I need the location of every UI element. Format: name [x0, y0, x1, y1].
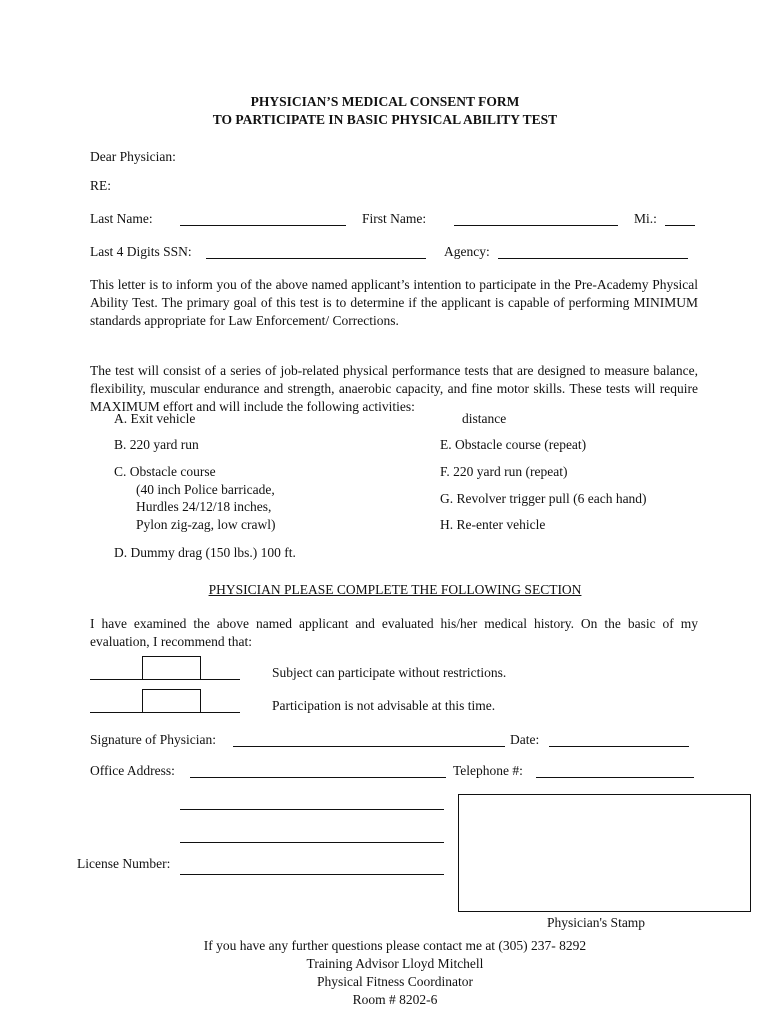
activity-c: C. Obstacle course	[114, 464, 216, 479]
mi-label: Mi.:	[634, 211, 657, 226]
last-name-label: Last Name:	[90, 211, 153, 226]
first-name-label: First Name:	[362, 211, 427, 226]
option1-checkbox[interactable]	[142, 656, 201, 680]
intro-paragraph: This letter is to inform you of the above named applicant’s intention to participate in the Pre-Academy Physical Ability Test. The primary goal of this test is to determine if the applicant is capable of performing MINIMUM standards appropriate for Law Enforcement/ Corrections.	[90, 277, 698, 328]
option2-label: Participation is not advisable at this time.	[272, 698, 496, 713]
activity-g: G. Revolver trigger pull (6 each hand)	[440, 491, 647, 506]
physician-stamp-label: Physician's Stamp	[547, 915, 646, 930]
ssn-field[interactable]	[206, 258, 426, 259]
activity-h: H. Re-enter vehicle	[440, 517, 546, 532]
salutation: Dear Physician:	[90, 149, 176, 164]
first-name-field[interactable]	[454, 225, 618, 226]
form-title-line1: PHYSICIAN’S MEDICAL CONSENT FORM	[250, 94, 520, 109]
telephone-label: Telephone #:	[453, 763, 523, 778]
activity-f: F. 220 yard run (repeat)	[440, 464, 568, 479]
ssn-label: Last 4 Digits SSN:	[90, 244, 192, 259]
physician-stamp-box[interactable]	[458, 794, 751, 912]
activity-c-detail-3: Pylon zig-zag, low crawl)	[136, 517, 276, 532]
license-label: License Number:	[77, 856, 171, 871]
test-paragraph: The test will consist of a series of job-related physical performance tests that are designed to measure balance, flexibility, muscular endurance and strength, anaerobic capacity, and fine motor skills. These tests will require MAXIMUM effort and will include the following activities:	[90, 363, 698, 414]
form-title-line2: TO PARTICIPATE IN BASIC PHYSICAL ABILITY TEST	[212, 112, 558, 127]
office-address-field[interactable]	[190, 777, 446, 778]
activity-distance: distance	[462, 411, 507, 426]
telephone-field[interactable]	[536, 777, 694, 778]
re-label: RE:	[90, 178, 112, 193]
license-field[interactable]	[180, 874, 444, 875]
date-label: Date:	[510, 732, 540, 747]
option1-label: Subject can participate without restrictions.	[272, 665, 507, 680]
activity-c-detail-2: Hurdles 24/12/18 inches,	[136, 499, 272, 514]
activity-c-detail-1: (40 inch Police barricade,	[136, 482, 275, 497]
footer-room: Room # 8202-6	[352, 992, 438, 1007]
mi-field[interactable]	[665, 225, 695, 226]
agency-label: Agency:	[444, 244, 490, 259]
option2-checkbox[interactable]	[142, 689, 201, 713]
footer-contact: If you have any further questions please contact me at (305) 237- 8292	[203, 938, 587, 953]
physician-statement: I have examined the above named applicant and evaluated his/her medical history. On the basic of my evaluation, I recommend that:	[90, 616, 698, 649]
office-address-label: Office Address:	[90, 763, 175, 778]
activity-d: D. Dummy drag (150 lbs.) 100 ft.	[114, 545, 296, 560]
activity-e: E. Obstacle course (repeat)	[440, 437, 587, 452]
office-address-line-3[interactable]	[180, 842, 444, 843]
footer-coordinator: Physical Fitness Coordinator	[317, 974, 473, 989]
physician-section-heading: PHYSICIAN PLEASE COMPLETE THE FOLLOWING SECTION	[208, 582, 582, 597]
signature-label: Signature of Physician:	[90, 732, 216, 747]
footer-advisor: Training Advisor Lloyd Mitchell	[306, 956, 484, 971]
activity-b: B. 220 yard run	[114, 437, 199, 452]
activity-a: A. Exit vehicle	[114, 411, 196, 426]
signature-field[interactable]	[233, 746, 505, 747]
date-field[interactable]	[549, 746, 689, 747]
office-address-line-2[interactable]	[180, 809, 444, 810]
last-name-field[interactable]	[180, 225, 346, 226]
agency-field[interactable]	[498, 258, 688, 259]
